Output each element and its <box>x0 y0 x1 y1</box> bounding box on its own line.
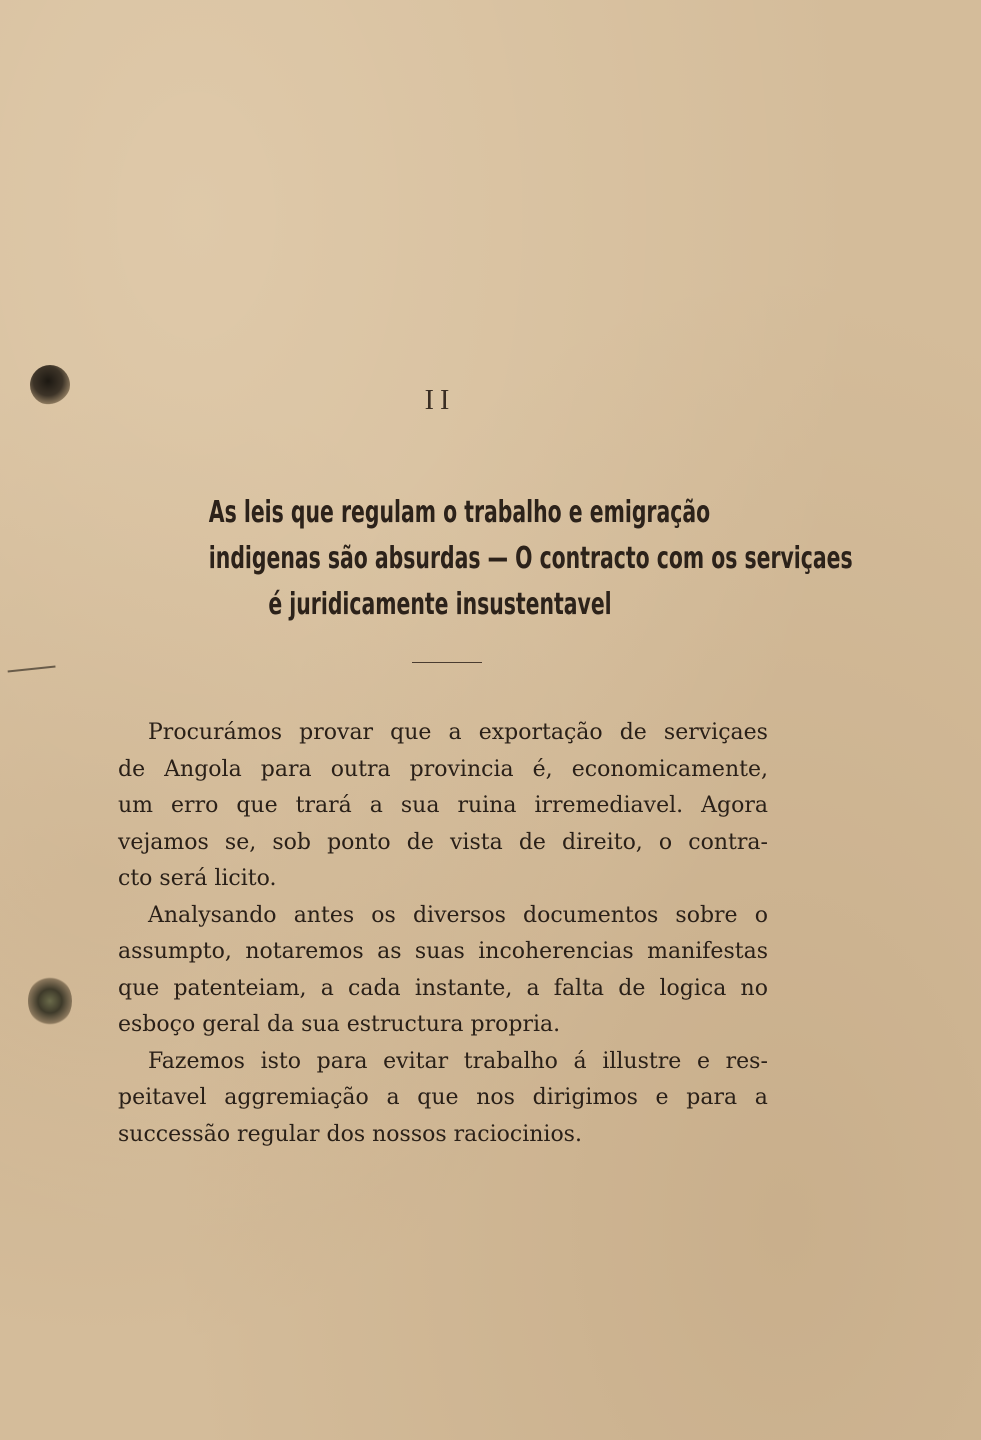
body-word: instante, <box>414 975 513 1001</box>
body-word: sob <box>272 829 311 855</box>
chapter-heading <box>208 490 853 628</box>
body-word: a <box>369 793 383 818</box>
body-line <box>118 971 768 1008</box>
body-word: se, <box>224 829 257 855</box>
binding-mark-middle <box>8 666 57 681</box>
body-line <box>118 1044 768 1081</box>
body-word: um <box>118 793 154 818</box>
body-word: que <box>236 793 278 818</box>
body-word: antes <box>293 902 355 928</box>
body-word: assumpto, <box>118 939 232 964</box>
body-word: Fazemos <box>148 1048 245 1074</box>
body-word: aggremiação <box>224 1085 369 1110</box>
body-word: de <box>518 829 546 855</box>
body-word: evitar <box>383 1048 449 1074</box>
body-word: ruina <box>457 793 517 818</box>
body-word: incoherencias <box>478 939 634 964</box>
body-word: Analysando <box>148 902 277 928</box>
body-word: de <box>118 756 146 782</box>
body-word: nos <box>476 1085 515 1110</box>
body-word: irremediavel. <box>534 793 684 818</box>
section-divider <box>412 662 482 663</box>
body-word: trará <box>295 793 352 818</box>
body-word: e <box>696 1048 710 1074</box>
body-word: trabalho <box>463 1048 558 1074</box>
body-word: a <box>448 720 462 745</box>
body-line: esboço geral da sua estructura propria. <box>118 1012 561 1037</box>
body-line <box>118 715 768 752</box>
heading-line-3: é juridicamente insustentavel <box>268 587 612 622</box>
body-word: no <box>740 975 768 1001</box>
body-word: Angola <box>164 756 242 782</box>
body-word: exportação <box>478 720 603 745</box>
body-word: que <box>390 720 432 745</box>
body-word: Procurámos <box>148 720 283 745</box>
body-line <box>118 934 768 971</box>
body-word: notaremos <box>245 939 364 964</box>
body-word: ponto <box>327 829 391 855</box>
body-word: que <box>118 975 160 1001</box>
body-word: é, <box>532 756 553 782</box>
body-word: peitavel <box>118 1085 207 1110</box>
body-word: direito, <box>562 829 643 855</box>
body-word: patenteiam, <box>173 975 307 1001</box>
body-line <box>118 788 768 825</box>
body-word: economicamente, <box>571 756 768 782</box>
body-word: vista <box>449 829 503 855</box>
body-word: serviçaes <box>663 720 768 745</box>
body-word: outra <box>330 756 391 782</box>
body-word: provincia <box>409 756 514 782</box>
body-word: logica <box>659 975 727 1001</box>
body-word: provar <box>299 720 374 745</box>
body-word: vejamos <box>118 829 209 855</box>
body-word: de <box>618 975 646 1001</box>
body-word: para <box>316 1048 368 1074</box>
body-word: res- <box>725 1048 768 1074</box>
body-word: de <box>406 829 434 855</box>
body-word: manifestas <box>647 939 768 964</box>
body-word: os <box>371 902 396 928</box>
body-word: dirigimos <box>532 1085 638 1110</box>
body-word: sobre <box>675 902 738 928</box>
body-word: isto <box>260 1048 301 1074</box>
body-word: de <box>619 720 647 745</box>
body-word: erro <box>171 793 219 818</box>
body-word: o <box>754 902 768 928</box>
body-word: á <box>573 1048 587 1074</box>
body-word: a <box>320 975 334 1001</box>
binding-hole-bottom <box>28 975 72 1027</box>
heading-line-2: indigenas são absurdas — O contracto com os serviçaes <box>208 541 853 576</box>
body-word: Agora <box>701 793 768 818</box>
body-word: para <box>686 1085 738 1110</box>
body-line <box>118 898 768 935</box>
body-word: illustre <box>602 1048 682 1074</box>
body-word: cada <box>348 975 401 1001</box>
body-word: sua <box>400 793 440 818</box>
body-word: a <box>526 975 540 1001</box>
body-word: e <box>655 1085 669 1110</box>
body-word: contra- <box>688 829 768 855</box>
body-line: cto será licito. <box>118 866 277 891</box>
heading-line-1: As leis que regulam o trabalho e emigração <box>208 495 711 530</box>
body-word: diversos <box>412 902 506 928</box>
body-line <box>118 752 768 789</box>
body-word: falta <box>553 975 605 1001</box>
body-line: successão regular dos nossos raciocinios. <box>118 1121 582 1147</box>
body-text <box>118 715 768 1153</box>
body-word: a <box>386 1085 400 1110</box>
chapter-number: II <box>424 385 456 416</box>
body-word: a <box>754 1085 768 1110</box>
body-word: para <box>260 756 312 782</box>
body-word: suas <box>414 939 465 964</box>
body-word: que <box>417 1085 459 1110</box>
body-word: documentos <box>523 902 659 928</box>
body-line <box>118 1080 768 1117</box>
body-word: o <box>658 829 673 855</box>
body-word: as <box>377 939 402 964</box>
body-line <box>118 825 768 862</box>
